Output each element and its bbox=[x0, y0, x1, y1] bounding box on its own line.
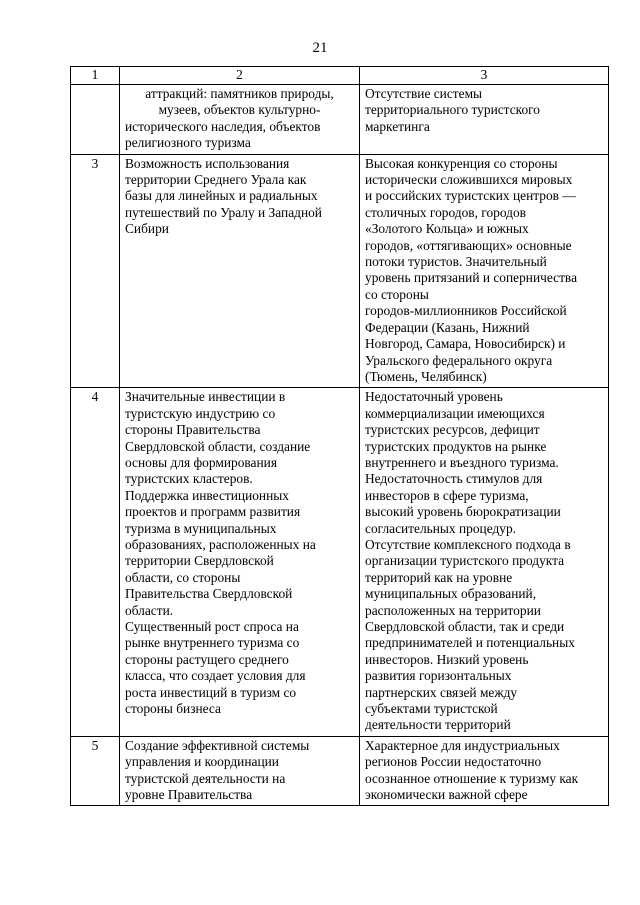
cell-line: Свердловской области, создание bbox=[125, 438, 311, 454]
cell-line: территориального туристского bbox=[365, 102, 541, 118]
cell-line: городов, «оттягивающих» основные bbox=[365, 237, 572, 253]
cell-line: Свердловской области, так и среди bbox=[365, 619, 565, 634]
cell-line: уровень притязаний и соперничества bbox=[365, 270, 578, 286]
cell-line: Новгород, Самара, Новосибирск) и bbox=[365, 336, 566, 352]
cell-line: маркетинга bbox=[365, 118, 430, 134]
cell-line: проектов и программ развития bbox=[125, 504, 301, 520]
cell-line: высокий уровень бюрократизации bbox=[365, 504, 561, 520]
cell-line: исторически сложившихся мировых bbox=[365, 172, 573, 188]
cell-line: субъектами туристской bbox=[365, 701, 498, 717]
cell-line: Создание эффективной системы bbox=[125, 737, 310, 753]
cell-line: Федерации (Казань, Нижний bbox=[365, 319, 530, 335]
cell-line: Значительные инвестиции в bbox=[125, 389, 286, 405]
swot-table bbox=[70, 66, 609, 806]
cell-line: экономически важной сфере bbox=[365, 787, 528, 803]
cell-line: Сибири bbox=[125, 221, 169, 237]
cell-line: и российских туристских центров — bbox=[365, 188, 576, 204]
cell-line: согласительных процедур. bbox=[365, 520, 517, 536]
cell-line: уровне Правительства bbox=[125, 787, 253, 803]
cell-line: со стороны bbox=[365, 286, 429, 302]
cell-line: туризма в муниципальных bbox=[125, 520, 277, 536]
cell-line: осознанное отношение к туризму как bbox=[365, 770, 579, 786]
cell-line: Высокая конкуренция со стороны bbox=[365, 155, 558, 171]
cell-line: территории Среднего Урала как bbox=[125, 172, 307, 188]
table-row bbox=[71, 736, 609, 806]
cell-line: партнерских связей между bbox=[365, 684, 518, 700]
cell-line: управления и координации bbox=[125, 754, 279, 770]
cell-line: Уральского федерального округа bbox=[365, 352, 553, 368]
cell-line: туристских ресурсов, дефицит bbox=[365, 422, 540, 438]
cell-line: Недостаточность стимулов для bbox=[365, 471, 543, 487]
cell-line: туристских кластеров. bbox=[125, 471, 253, 487]
cell-line: муниципальных образований, bbox=[365, 586, 537, 602]
cell-line: области, со стороны bbox=[125, 569, 241, 585]
table-header-row bbox=[71, 67, 609, 85]
cell-line: Существенный рост спроса на bbox=[125, 619, 299, 634]
cell-line: аттракций: памятников природы, bbox=[145, 86, 334, 101]
cell-line: роста инвестиций в туризм со bbox=[125, 684, 297, 700]
strengths-cell bbox=[120, 154, 360, 388]
page-number: 21 bbox=[312, 40, 328, 56]
weaknesses-cell bbox=[360, 154, 609, 388]
cell-line: религиозного туризма bbox=[125, 135, 251, 151]
row-number bbox=[71, 85, 120, 155]
cell-line: туристскую индустрию со bbox=[125, 405, 276, 421]
table-row bbox=[71, 85, 609, 155]
cell-line: класса, что создает условия для bbox=[125, 668, 306, 684]
strengths-cell bbox=[120, 388, 360, 737]
cell-line: (Тюмень, Челябинск) bbox=[365, 368, 487, 384]
cell-line: исторического наследия, объектов bbox=[125, 118, 321, 134]
cell-line: путешествий по Уралу и Западной bbox=[125, 204, 322, 220]
weaknesses-cell bbox=[360, 388, 609, 737]
weaknesses-cell bbox=[360, 736, 609, 806]
cell-line: туристской деятельности на bbox=[125, 770, 286, 786]
cell-line: потоки туристов. Значительный bbox=[365, 254, 547, 270]
cell-line: столичных городов, городов bbox=[365, 204, 527, 220]
table-row bbox=[71, 388, 609, 737]
cell-line: основы для формирования bbox=[125, 454, 277, 470]
cell-line: рынке внутреннего туризма со bbox=[125, 635, 300, 651]
cell-line: стороны растущего среднего bbox=[125, 651, 289, 667]
cell-line: городов-миллионников Российской bbox=[365, 303, 567, 319]
cell-line: расположенных на территории bbox=[365, 602, 541, 618]
weaknesses-cell bbox=[360, 85, 609, 155]
column-header-1: 1 bbox=[71, 67, 120, 85]
cell-line: организации туристского продукта bbox=[365, 553, 565, 569]
cell-line: Возможность использования bbox=[125, 155, 290, 171]
cell-line: стороны бизнеса bbox=[125, 701, 221, 717]
cell-line: Отсутствие комплексного подхода в bbox=[365, 536, 571, 552]
row-number: 5 bbox=[71, 736, 120, 806]
cell-line: развития горизонтальных bbox=[365, 668, 512, 684]
cell-line: Правительства Свердловской bbox=[125, 586, 293, 602]
cell-line: «Золотого Кольца» и южных bbox=[365, 221, 529, 237]
cell-line: предпринимателей и потенциальных bbox=[365, 635, 575, 651]
cell-line: базы для линейных и радиальных bbox=[125, 188, 318, 204]
cell-line: внутреннего и въездного туризма. bbox=[365, 454, 559, 470]
cell-line: Характерное для индустриальных bbox=[365, 737, 560, 753]
cell-line: Отсутствие системы bbox=[365, 86, 483, 101]
cell-line: Недостаточный уровень bbox=[365, 389, 503, 405]
cell-line: образованиях, расположенных на bbox=[125, 536, 316, 552]
cell-line: территории Свердловской bbox=[125, 553, 274, 569]
cell-line: деятельности территорий bbox=[365, 717, 511, 733]
strengths-cell bbox=[120, 85, 360, 155]
column-header-2: 2 bbox=[120, 67, 360, 85]
cell-line: туристских продуктов на рынке bbox=[365, 438, 547, 454]
cell-line: регионов России недостаточно bbox=[365, 754, 542, 770]
cell-line: области. bbox=[125, 602, 174, 618]
column-header-3: 3 bbox=[360, 67, 609, 85]
cell-line: инвесторов в сфере туризма, bbox=[365, 487, 529, 503]
cell-line: музеев, объектов культурно- bbox=[158, 102, 321, 118]
cell-line: стороны Правительства bbox=[125, 422, 261, 438]
cell-line: инвесторов. Низкий уровень bbox=[365, 651, 529, 667]
row-number: 4 bbox=[71, 388, 120, 737]
cell-line: Поддержка инвестиционных bbox=[125, 487, 289, 503]
strengths-cell bbox=[120, 736, 360, 806]
row-number: 3 bbox=[71, 154, 120, 388]
cell-line: коммерциализации имеющихся bbox=[365, 405, 545, 421]
cell-line: территорий как на уровне bbox=[365, 569, 513, 585]
table-row bbox=[71, 154, 609, 388]
